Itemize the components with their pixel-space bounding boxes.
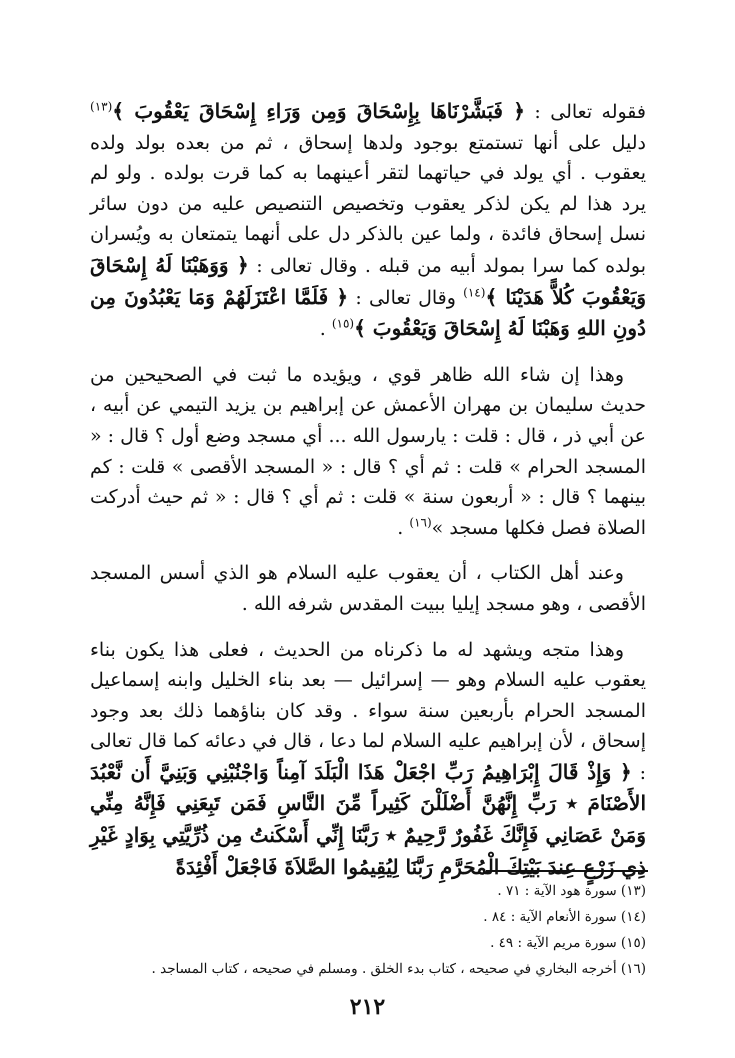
- p4-quran-verse: ﴿ وَإِذْ قَالَ إِبْرَاهِيمُ رَبِّ اجْعَلْ هَذَا الْبَلَدَ آمِناً وَاجْنُبْنِي وَبَنِيَّ أَن نَّعْبُدَ الأَصْنَامَ ٭ رَبِّ إِنَّهُنَّ أَضْلَلْنَ كَثِيراً مِّنَ النَّاسِ فَمَن تَبِعَنِي فَإِنَّهُ مِنِّي وَمَنْ عَصَانِي فَإِنَّكَ غَفُورٌ رَّحِيمٌ ٭ رَبَّنَا إِنِّي أَسْكَنتُ مِن ذُرِّيَّتِي بِوَادٍ غَيْرِ ذِي زَرْعٍ عِندَ بَيْتِكَ الْمُحَرَّمِ رَبَّنَا لِيُقِيمُوا الصَّلاَةَ فَاجْعَلْ أَفْئِدَةً: [90, 759, 646, 879]
- footnote-divider: [486, 870, 648, 872]
- p1-quran-verse-2: ﴿ وَوَهَبْنَا لَهُ إِسْحَاقَ وَيَعْقُوبَ كُلاًّ هَدَيْنَا ﴾: [90, 252, 646, 309]
- footnote-16: (١٦) أخرجه البخاري في صحيحه ، كتاب بدء الخلق . ومسلم في صحيحه ، كتاب المساجد .: [151, 961, 646, 977]
- paragraph-1: [90, 96, 646, 345]
- p2-text-end: .: [397, 516, 410, 539]
- footnote-15: (١٥) سورة مريم الآية : ٤٩ .: [490, 935, 646, 951]
- footnote-ref-14: (١٤): [463, 285, 486, 300]
- footnote-13: (١٣) سورة هود الآية : ٧١ .: [497, 883, 646, 899]
- paragraph-2: [90, 360, 646, 544]
- footnotes: [110, 878, 646, 982]
- p1-quran-verse-3: ﴿ فَلَمَّا اعْتَزَلَهُمْ وَمَا يَعْبُدُونَ مِن دُونِ اللهِ وَهَبْنَا لَهُ إِسْحَاقَ وَيَعْقُوبَ ﴾: [90, 284, 646, 341]
- p1-text-end: .: [319, 318, 332, 341]
- paragraph-3: [90, 558, 646, 619]
- p1-text-intro: فقوله تعالى :: [525, 101, 647, 123]
- footnote-ref-15: (١٥): [331, 316, 355, 331]
- page-number: ٢١٢: [349, 994, 386, 1020]
- p3-text: وعند أهل الكتاب ، أن يعقوب عليه السلام هو الذي أسس المسجد الأقصى ، وهو مسجد إيليا ببيت المقدس شرفه الله .: [90, 562, 646, 615]
- p2-text-hadith: وهذا إن شاء الله ظاهر قوي ، ويؤيده ما ثبت في الصحيحين من حديث سليمان بن مهران الأعمش عن إبراهيم بن يزيد التيمي عن أبيه ، عن أبي ذر ، قال : قلت : يارسول الله ... أي مسجد وضع أول ؟ قال : « المسجد الحرام » قلت : ثم أي ؟ قال : « المسجد الأقصى » قلت : كم بينهما ؟ قال : « أربعون سنة » قلت : ثم أي ؟ قال : « ثم حيث أدركت الصلاة فصل فكلها مسجد »: [90, 363, 646, 539]
- footnote-ref-13: (١٣): [90, 99, 113, 114]
- main-text: [90, 96, 646, 883]
- p1-text-connector: وقال تعالى :: [348, 286, 464, 309]
- p4-text: وهذا متجه ويشهد له ما ذكرناه من الحديث ، فعلى هذا يكون بناء يعقوب عليه السلام وهو — إسرائيل — بعد بناء الخليل وابنه إسماعيل المسجد الحرام بأربعين سنة سواء . وقد كان بناؤهما ذلك بعد وجود إسحاق ، لأن إبراهيم عليه السلام لما دعا ، قال في دعائه كما قال تعالى :: [90, 638, 646, 784]
- footnote-ref-16: (١٦): [409, 515, 432, 530]
- footnote-14: (١٤) سورة الأنعام الآية : ٨٤ .: [483, 909, 646, 925]
- p1-text-body: دليل على أنها تستمتع بوجود ولدها إسحاق ، ثم من بعده بولد ولده يعقوب . أي يولد في حياتهما لتقر أعينهما به كما قرت بولده . ولو لم يرد هذا لم يكن لذكر يعقوب وتخصيص التنصيص عليه من دون سائر نسل إسحاق فائدة ، ولما عين بالذكر دل على أنهما يتمتعان به ويُسران بولده كما سرا بمولد أبيه من قبله . وقال تعالى :: [90, 131, 646, 277]
- paragraph-4: [90, 635, 646, 884]
- p1-quran-verse-1: ﴿ فَبَشَّرْنَاهَا بِإِسْحَاقَ وَمِن وَرَاءِ إِسْحَاقَ يَعْقُوبَ ﴾: [112, 99, 525, 123]
